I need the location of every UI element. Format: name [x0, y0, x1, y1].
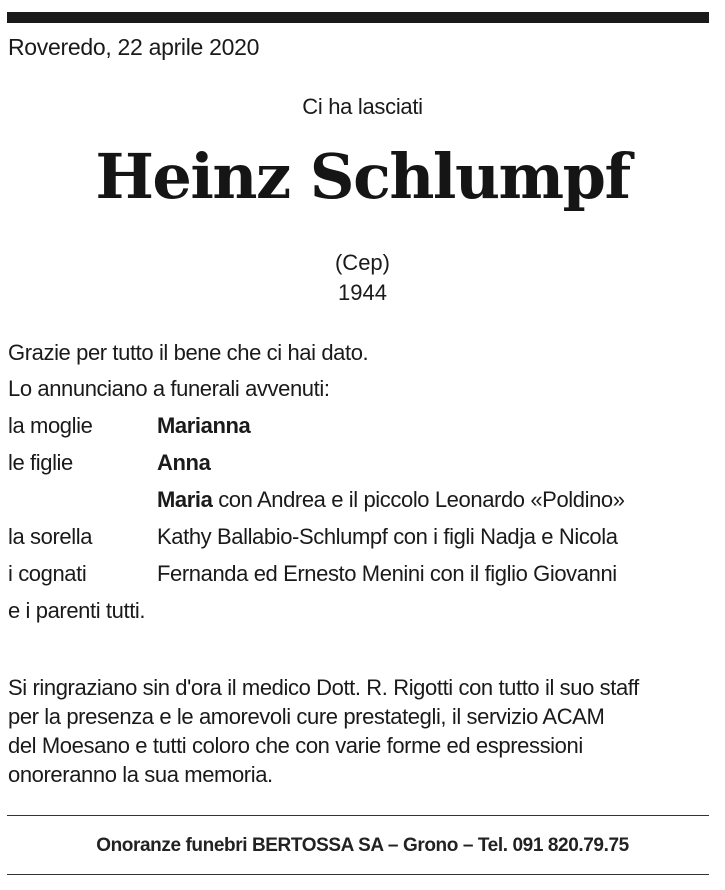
relative-entry — [157, 413, 250, 439]
relative-name: Marianna — [157, 413, 251, 438]
relative-entry — [157, 524, 618, 550]
relative-label: i cognati — [8, 561, 87, 586]
farewell-message: Grazie per tutto il bene che ci hai dato. — [8, 340, 369, 365]
deceased-nickname: (Cep) — [334, 250, 390, 275]
dateline: Roveredo, 22 aprile 2020 — [8, 34, 260, 60]
footer-bottom-divider — [7, 874, 709, 875]
funeral-home-footer: Onoranze funebri BERTOSSA SA – Grono – Tel. 091 820.79.75 — [96, 835, 629, 856]
thanks-line: Si ringraziano sin d'ora il medico Dott. R. Rigotti con tutto il suo staff — [8, 675, 639, 700]
intro-text: Ci ha lasciati — [302, 94, 423, 119]
relative-entry — [157, 450, 210, 476]
relative-label: la sorella — [8, 524, 93, 549]
relative-name: Maria — [157, 487, 213, 512]
relative-details: Fernanda ed Ernesto Menini con il figlio Giovanni — [157, 561, 617, 586]
relative-label: la moglie — [8, 413, 93, 438]
announcement-text: Lo annunciano a funerali avvenuti: — [8, 376, 330, 401]
deceased-birth-year: 1944 — [338, 280, 387, 305]
relative-details: Kathy Ballabio-Schlumpf con i figli Nadja e Nicola — [157, 524, 618, 549]
thanks-line: del Moesano e tutti coloro che con varie forme ed espressioni — [8, 733, 583, 758]
relative-details: con Andrea e il piccolo Leonardo «Poldino» — [212, 487, 625, 512]
closing-relatives: e i parenti tutti. — [8, 598, 146, 623]
relative-name: Anna — [157, 450, 211, 475]
top-border-bar — [7, 12, 709, 23]
thanks-paragraph — [8, 673, 708, 789]
relative-entry — [157, 487, 625, 513]
thanks-line: onoreranno la sua memoria. — [8, 762, 273, 787]
relative-label: le figlie — [8, 450, 73, 475]
thanks-line: per la presenza e le amorevoli cure prestategli, il servizio ACAM — [8, 704, 605, 729]
footer-top-divider — [7, 815, 709, 816]
relative-entry — [157, 561, 617, 587]
deceased-name: Heinz Schlumpf — [95, 140, 630, 213]
